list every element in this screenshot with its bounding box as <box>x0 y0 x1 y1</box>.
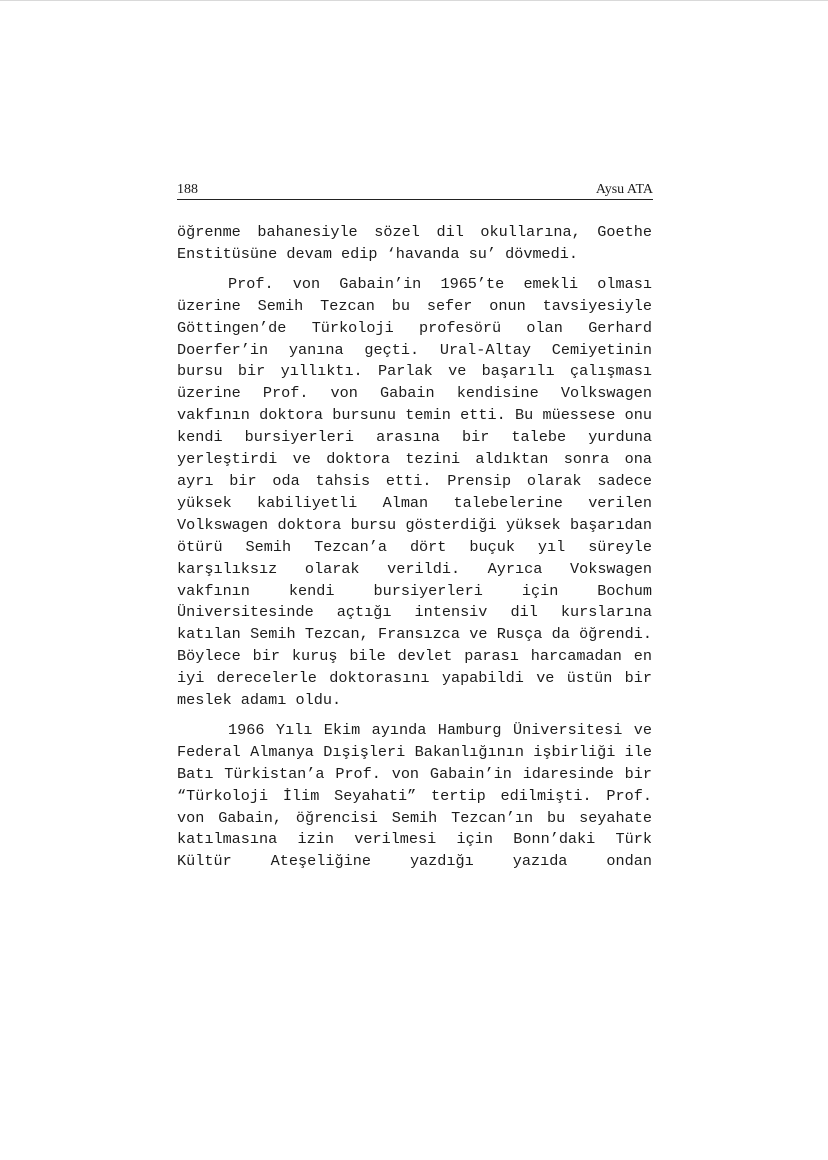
paragraph-continuation: öğrenme bahanesiyle sözel dil okullarına, Goethe Enstitüsüne devam edip ‘havanda su’ dövmedi. <box>177 223 652 263</box>
body-text <box>177 222 652 873</box>
page-number: 188 <box>177 182 198 197</box>
page-top-edge <box>0 0 828 1</box>
running-header <box>177 181 653 200</box>
paragraph-turkestan-journey: 1966 Yılı Ekim ayında Hamburg Üniversitesi ve Federal Almanya Dışişleri Bakanlığının işbirliği ile Batı Türkistan’a Prof. von Gabain’in idaresinde bir “Türkoloji İlim Seyahati” tertip edilmişti. Prof. von Gabain, öğrencisi Semih Tezcan’ın bu seyahate katılmasına izin verilmesi için Bonn’daki Türk Kültür Ateşeliğine yazdığı yazıda ondan <box>177 720 652 871</box>
paragraph-gottingen-volkswagen: Prof. von Gabain’in 1965’te emekli olması üzerine Semih Tezcan bu sefer onun tavsiyesiyle Göttingen’de Türkoloji profesörü olan Gerhard Doerfer’in yanına geçti. Ural-Altay Cemiyetinin bursu bir yıllıktı. Parlak ve başarılı çalışması üzerine Prof. von Gabain kendisine Volkswagen vakfının doktora bursunu temin etti. Bu müessese onu kendi bursiyerleri arasına bir talebe yurduna yerleştirdi ve doktora tezini aldıktan sonra ona ayrı bir oda tahsis etti. Prensip olarak sadece yüksek kabiliyetli Alman talebelerine verilen Volkswagen doktora bursu gösterdiği yüksek başarıdan ötürü Semih Tezcan’a dört buçuk yıl süreyle karşılıksız olarak verildi. Ayrıca Vokswagen vakfının kendi bursiyerleri için Bochum Üniversitesinde açtığı intensiv dil kurslarına katılan Semih Tezcan, Fransızca ve Rusça da öğrendi. Böylece bir kuruş bile devlet parası harcamadan en iyi derecelerle doktorasını yapabildi ve üstün bir meslek adamı oldu. <box>177 274 652 710</box>
running-header-author: Aysu ATA <box>595 182 653 197</box>
